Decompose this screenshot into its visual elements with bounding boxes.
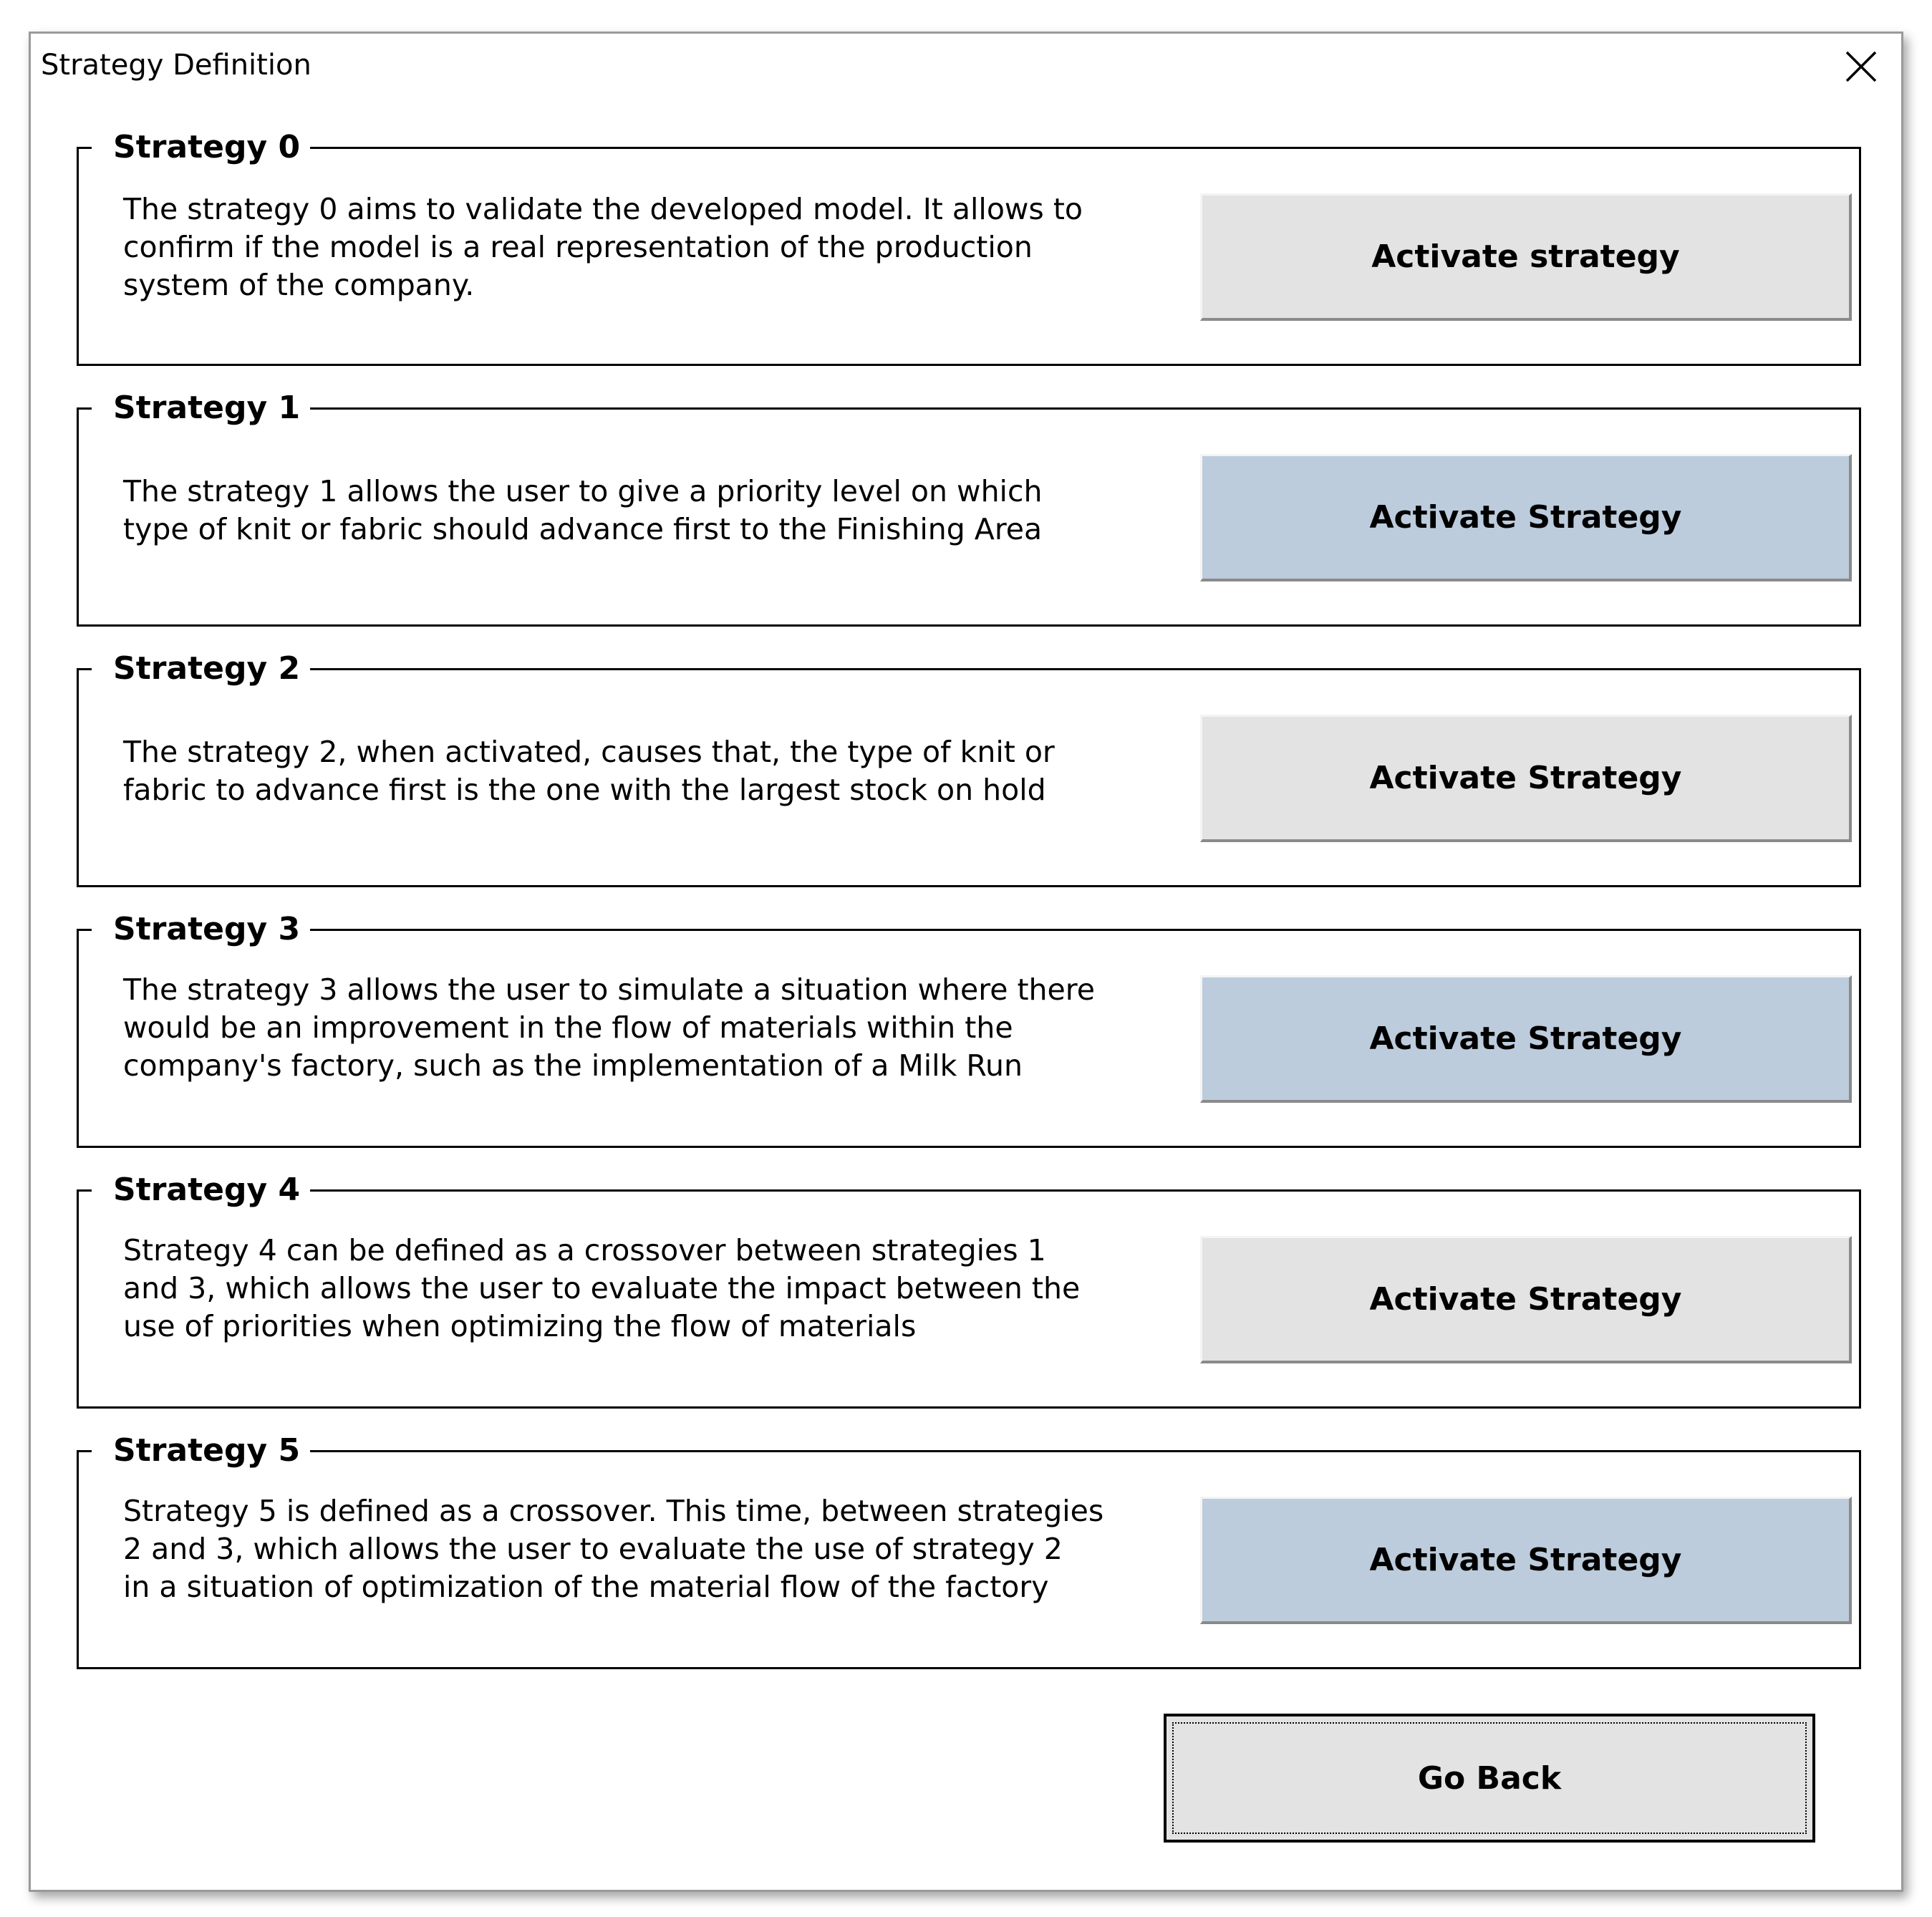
strategy-definition-dialog xyxy=(29,32,1903,1892)
strategy-5-group xyxy=(77,1432,1861,1669)
close-button[interactable] xyxy=(1841,47,1881,87)
activate-strategy-1-button[interactable]: Activate Strategy xyxy=(1200,454,1852,581)
strategy-1-label: Strategy 1 xyxy=(92,387,310,430)
strategy-3-group xyxy=(77,911,1861,1148)
title-bar xyxy=(31,34,1901,95)
strategy-0-group xyxy=(77,129,1861,366)
activate-strategy-4-button[interactable]: Activate Strategy xyxy=(1200,1236,1852,1363)
strategy-3-label: Strategy 3 xyxy=(92,908,310,951)
strategy-4-description: Strategy 4 can be defined as a crossover between strategies 1 and 3, which allows the user to evaluate the impact between the use of priorities when optimizing the flow of materials xyxy=(123,1233,1081,1343)
activate-strategy-3-button[interactable]: Activate Strategy xyxy=(1200,975,1852,1103)
activate-strategy-2-button[interactable]: Activate Strategy xyxy=(1200,715,1852,842)
strategy-2-label: Strategy 2 xyxy=(92,647,310,690)
strategy-3-description: The strategy 3 allows the user to simulate a situation where there would be an improvement in the flow of materials within the company's factory, such as the implementation of a Milk Run xyxy=(123,972,1095,1083)
go-back-button[interactable]: Go Back xyxy=(1164,1714,1815,1843)
strategy-1-description: The strategy 1 allows the user to give a priority level on which type of knit or fabric should advance first to the Finishing Area xyxy=(123,474,1043,546)
activate-strategy-5-button[interactable]: Activate Strategy xyxy=(1200,1497,1852,1624)
strategy-0-description: The strategy 0 aims to validate the developed model. It allows to confirm if the model is a real representation of the production system of the company. xyxy=(123,192,1083,302)
close-icon xyxy=(1841,47,1881,87)
strategy-4-label: Strategy 4 xyxy=(92,1169,310,1212)
strategy-5-label: Strategy 5 xyxy=(92,1429,310,1472)
strategy-4-group xyxy=(77,1172,1861,1409)
window-title: Strategy Definition xyxy=(41,49,311,82)
activate-strategy-0-button[interactable]: Activate strategy xyxy=(1200,193,1852,321)
strategy-2-group xyxy=(77,650,1861,887)
strategy-2-description: The strategy 2, when activated, causes that, the type of knit or fabric to advance first is the one with the largest stock on hold xyxy=(123,735,1055,807)
strategy-0-label: Strategy 0 xyxy=(92,126,310,169)
strategy-1-group xyxy=(77,390,1861,627)
strategy-5-description: Strategy 5 is defined as a crossover. This time, between strategies 2 and 3, which allows the user to evaluate the use of strategy 2 in a situation of optimization of the material flow of the factory xyxy=(123,1494,1104,1604)
